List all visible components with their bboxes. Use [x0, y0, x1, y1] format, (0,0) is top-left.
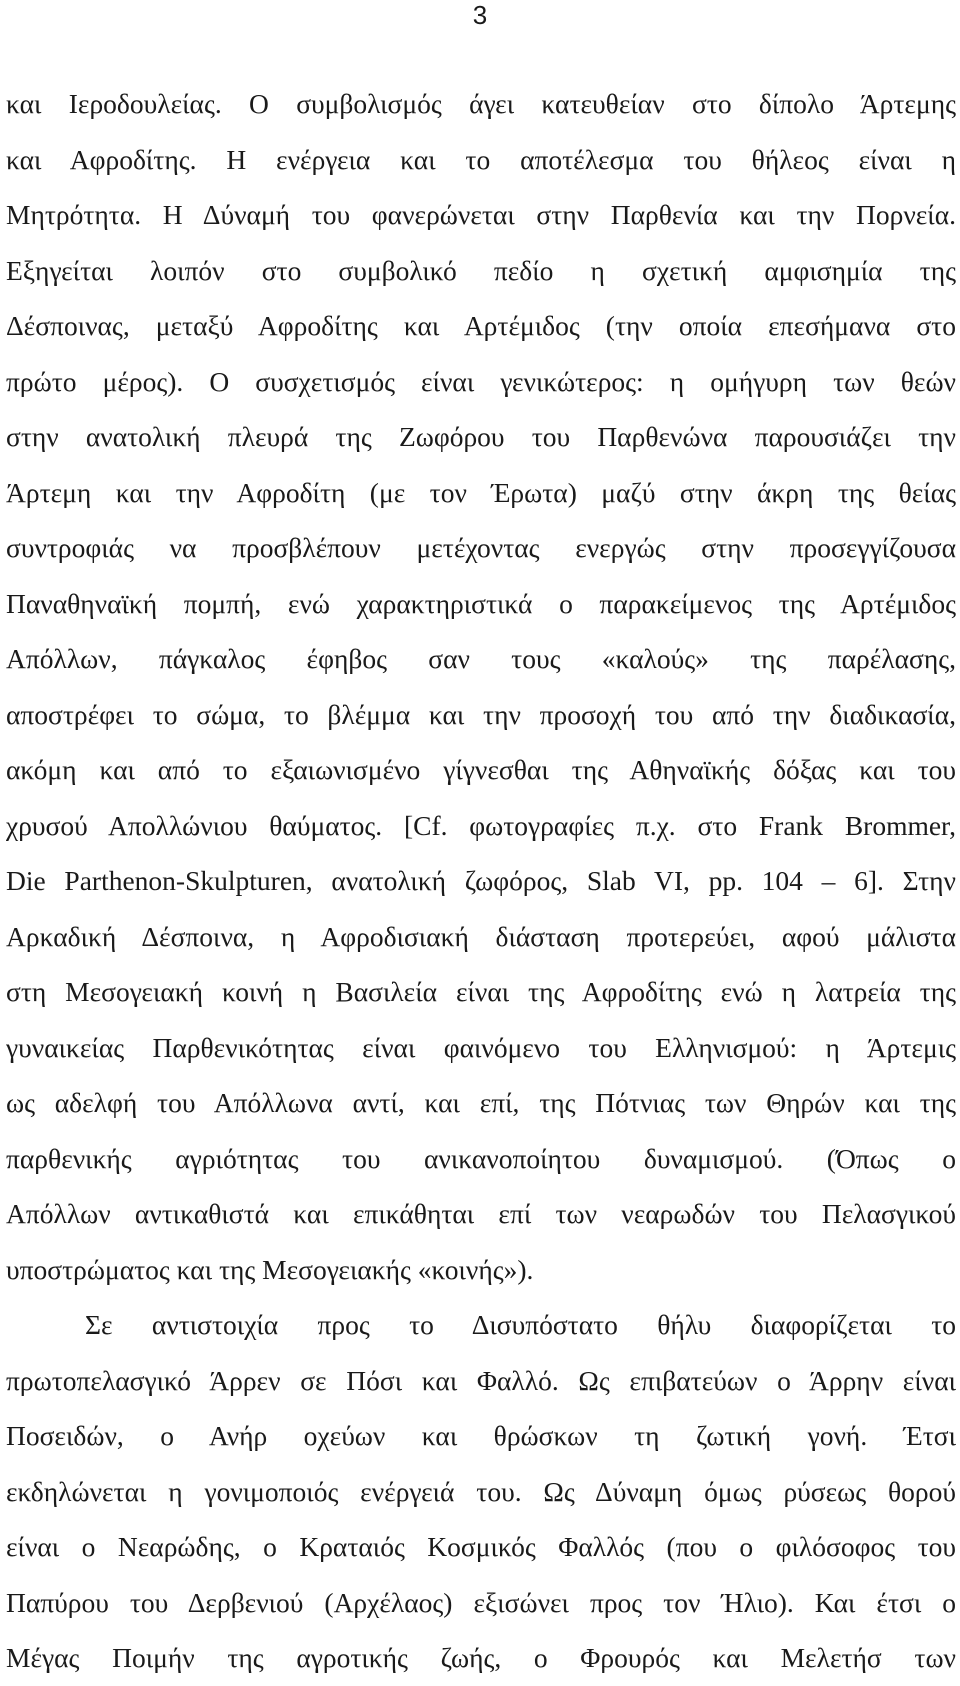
text-line: και Αφροδίτης. Η ενέργεια και το αποτέλεσμα του θήλεος είναι η: [6, 143, 956, 175]
text-line: Die Parthenon-Skulpturen, ανατολική ζωφόρος, Slab VI, pp. 104 – 6]. Στην: [6, 865, 956, 896]
text-line: Ποσειδών, ο Ανήρ οχεύων και θρώσκων τη ζωτική γονή. Έτσι: [6, 1420, 956, 1451]
text-line: ως αδελφή του Απόλλωνα αντί, και επί, της Πότνιας των Θηρών και της: [6, 1087, 956, 1118]
text-line: εκδηλώνεται η γονιμοποιός ενέργειά του. Ως Δύναμη όμως ρύσεως θορού: [6, 1475, 956, 1507]
page-number: 3: [472, 0, 488, 30]
text-line: και Ιεροδουλείας. Ο συμβολισμός άγει κατευθείαν στο δίπολο Άρτεμης: [6, 88, 956, 119]
text-line: υποστρώματος και της Μεσογειακής «κοινής»).: [6, 1253, 534, 1285]
paragraph-1: [6, 76, 956, 1297]
text-line: αποστρέφει το σώμα, το βλέμμα και την προσοχή του από την διαδικασία,: [6, 698, 956, 730]
text-line: Παναθηναϊκή πομπή, ενώ χαρακτηριστικά ο παρακείμενος της Αρτέμιδος: [6, 587, 956, 619]
text-line: ακόμη και από το εξαιωνισμένο γίγνεσθαι της Αθηναϊκής δόξας και του: [6, 754, 956, 785]
text-line: Εξηγείται λοιπόν στο συμβολικό πεδίο η σχετική αμφισημία της: [6, 254, 956, 286]
text-line: παρθενικής αγριότητας του ανικανοποίητου δυναμισμού. (Όπως ο: [6, 1142, 956, 1174]
text-line: Απόλλων, πάγκαλος έφηβος σαν τους «καλούς» της παρέλασης,: [6, 643, 956, 674]
text-line: πρώτο μέρος). Ο συσχετισμός είναι γενικώτερος: η ομήγυρη των θεών: [6, 365, 956, 397]
text-line: στη Μεσογειακή κοινή η Βασιλεία είναι της Αφροδίτης ενώ η λατρεία της: [6, 976, 956, 1007]
text-line: πρωτοπελασγικό Άρρεν σε Πόσι και Φαλλό. Ως επιβατεύων ο Άρρην είναι: [6, 1364, 956, 1396]
text-line: Απόλλων αντικαθιστά και επικάθηται επί των νεαρωδών του Πελασγικού: [6, 1198, 956, 1229]
text-line: Άρτεμη και την Αφροδίτη (με τον Έρωτα) μαζύ στην άκρη της θείας: [6, 476, 956, 508]
text-line: Παπύρου του Δερβενιού (Αρχέλαος) εξισώνει προς τον Ήλιο). Και έτσι ο: [6, 1586, 956, 1618]
text-line: χρυσού Απολλώνιου θαύματος. [Cf. φωτογραφίες π.χ. στο Frank Brommer,: [6, 809, 956, 841]
paragraph-2: [6, 1297, 956, 1686]
text-line: Αρκαδική Δέσποινα, η Αφροδισιακή διάσταση προτερεύει, αφού μάλιστα: [6, 920, 956, 952]
text-line: στην ανατολική πλευρά της Ζωφόρου του Παρθενώνα παρουσιάζει την: [6, 421, 956, 452]
text-line: Μέγας Ποιμήν της αγροτικής ζωής, ο Φρουρός και Μελετήσ των: [6, 1642, 956, 1673]
text-line: είναι ο Νεαρώδης, ο Κραταιός Κοσμικός Φαλλός (που ο φιλόσοφος του: [6, 1531, 956, 1562]
text-line: Δέσποινας, μεταξύ Αφροδίτης και Αρτέμιδος (την οποία επεσήμανα στο: [6, 310, 956, 341]
text-line: γυναικείας Παρθενικότητας είναι φαινόμενο του Ελληνισμού: η Άρτεμις: [6, 1031, 956, 1063]
text-line: Μητρότητα. Η Δύναμή του φανερώνεται στην Παρθενία και την Πορνεία.: [6, 199, 956, 230]
text-line: συντροφιάς να προσβλέπουν μετέχοντας ενεργώς στην προσεγγίζουσα: [6, 532, 956, 563]
document-body: [6, 76, 956, 1686]
text-line: Σε αντιστοιχία προς το Δισυπόστατο θήλυ διαφορίζεται το: [85, 1309, 956, 1340]
